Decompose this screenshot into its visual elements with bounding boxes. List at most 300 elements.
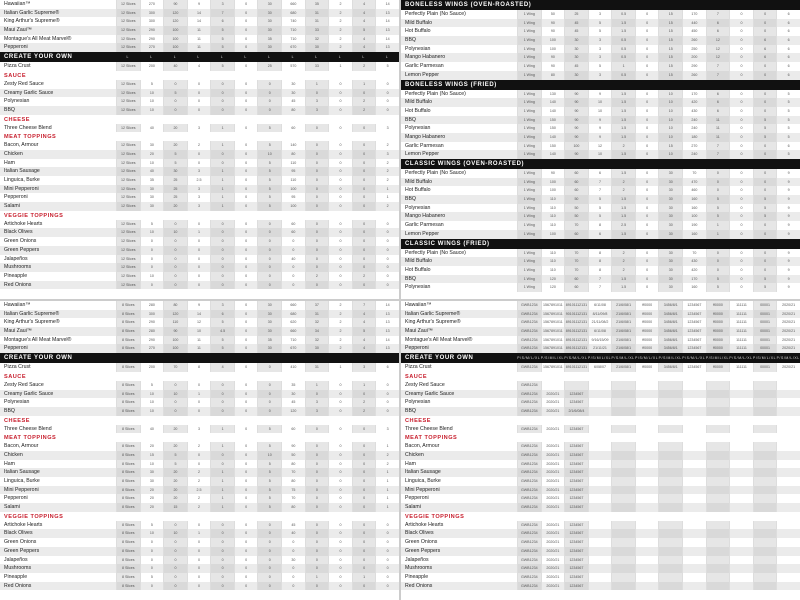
value-cell: 0	[305, 263, 329, 272]
value-cell: 6	[776, 62, 800, 71]
value-cell: 30	[658, 257, 682, 266]
table-row	[0, 141, 399, 150]
serving-size-cell: 1 Wing	[517, 116, 541, 125]
value-cell: 0	[305, 228, 329, 237]
value-cell: L	[244, 55, 247, 60]
value-cell: 111111	[729, 336, 753, 345]
value-cell: 0	[635, 124, 659, 133]
row-values	[116, 237, 399, 246]
value-cell: 0	[352, 159, 376, 168]
value-cell: 95	[281, 193, 305, 202]
value-cell	[588, 451, 612, 460]
value-cell: 0	[375, 272, 399, 281]
value-cell: 7	[588, 275, 612, 284]
value-cell: 0	[210, 97, 234, 106]
value-cell: 0	[234, 176, 258, 185]
value-cell: 30	[564, 45, 588, 54]
value-cell: 10	[658, 124, 682, 133]
value-cell: 1	[210, 176, 234, 185]
value-cell: P/S/M/L/XL	[611, 356, 635, 361]
value-cell: 10	[140, 272, 164, 281]
row-values	[517, 150, 800, 159]
value-cell	[682, 468, 706, 477]
serving-size-cell: GWB1234	[517, 318, 541, 327]
row-values	[517, 521, 800, 530]
table-row	[401, 425, 800, 434]
value-cell: 410	[281, 363, 305, 372]
value-cell: 20	[163, 486, 187, 495]
value-cell	[375, 353, 399, 363]
value-cell: 0	[234, 220, 258, 229]
value-cell	[753, 239, 777, 249]
value-cell: 9	[776, 266, 800, 275]
value-cell: 0	[281, 281, 305, 290]
value-cell: 3	[375, 150, 399, 159]
value-cell: 0	[729, 19, 753, 28]
value-cell	[729, 573, 753, 582]
value-cell: 33	[305, 26, 329, 35]
value-cell: 0	[163, 582, 187, 591]
value-cell: 2	[375, 460, 399, 469]
value-cell: L	[220, 55, 224, 60]
row-values	[517, 381, 800, 390]
value-cell: 6	[776, 71, 800, 80]
value-cell	[706, 425, 730, 434]
value-cell: 0	[635, 230, 659, 239]
item-name: Black Olives	[405, 530, 434, 537]
value-cell: 2020/21	[541, 556, 565, 565]
row-values	[116, 52, 399, 62]
nutrition-table-top-right	[401, 0, 800, 299]
value-cell	[658, 398, 682, 407]
value-cell: 14	[375, 301, 399, 310]
value-cell: 5	[706, 275, 730, 284]
value-cell: 0	[281, 538, 305, 547]
value-cell: 30	[140, 185, 164, 194]
value-cell: 0	[210, 582, 234, 591]
item-name: Mango Habanero	[405, 133, 446, 140]
value-cell	[753, 573, 777, 582]
value-cell: 0	[375, 281, 399, 290]
value-cell: 0	[163, 255, 187, 264]
serving-size-cell: 12 Slices	[116, 106, 140, 115]
value-cell: 0	[328, 281, 352, 290]
table-row	[401, 407, 800, 416]
value-cell: 30	[257, 327, 281, 336]
value-cell: 0	[210, 538, 234, 547]
value-cell: P/S/M/L/XL	[729, 356, 753, 361]
serving-size-cell: 12 Slices	[116, 43, 140, 52]
value-cell	[611, 538, 635, 547]
serving-size-cell: GWB1234	[517, 407, 541, 416]
value-cell: 5	[352, 327, 376, 336]
value-cell	[140, 353, 164, 363]
value-cell: 30	[658, 249, 682, 258]
item-name: Salami	[405, 504, 421, 511]
value-cell: 80	[163, 301, 187, 310]
table-row	[0, 80, 399, 89]
serving-size-cell: 8 Slices	[116, 538, 140, 547]
value-cell: 0	[352, 529, 376, 538]
value-cell: 0	[729, 142, 753, 151]
item-name: Mini Pepperoni	[4, 486, 39, 493]
value-cell: 50	[564, 212, 588, 221]
table-row	[401, 398, 800, 407]
value-cell: 0	[210, 237, 234, 246]
value-cell: 20	[140, 442, 164, 451]
value-cell: 2	[352, 272, 376, 281]
value-cell	[682, 239, 706, 249]
value-cell: 0	[352, 141, 376, 150]
item-name: BBQ	[405, 275, 416, 282]
item-name: Polynesian	[4, 98, 30, 105]
value-cell	[776, 442, 800, 451]
value-cell: 1	[210, 185, 234, 194]
value-cell: 0	[729, 169, 753, 178]
value-cell: 420	[682, 98, 706, 107]
value-cell: 0	[375, 381, 399, 390]
value-cell: 90	[541, 169, 565, 178]
value-cell: 0	[305, 556, 329, 565]
value-cell	[635, 80, 659, 90]
value-cell: 0	[635, 62, 659, 71]
value-cell: 6	[776, 36, 800, 45]
value-cell: 0	[328, 202, 352, 211]
value-cell: 10	[187, 327, 211, 336]
value-cell: 0	[635, 53, 659, 62]
value-cell: 10	[140, 106, 164, 115]
item-name: Italian Garlic Supreme®	[405, 310, 461, 317]
value-cell	[635, 477, 659, 486]
value-cell: 40	[140, 167, 164, 176]
value-cell	[588, 468, 612, 477]
value-cell: 0	[328, 564, 352, 573]
value-cell: 0	[305, 503, 329, 512]
value-cell: 0	[187, 272, 211, 281]
value-cell	[729, 521, 753, 530]
value-cell: 35	[257, 35, 281, 44]
value-cell	[753, 547, 777, 556]
value-cell: 0	[328, 150, 352, 159]
value-cell: 200	[682, 53, 706, 62]
value-cell: 9	[776, 221, 800, 230]
serving-size-cell: 12 Slices	[116, 9, 140, 18]
value-cell: 4	[352, 35, 376, 44]
value-cell: 0	[234, 573, 258, 582]
value-cell: 0	[234, 228, 258, 237]
value-cell	[611, 582, 635, 591]
value-cell	[706, 159, 730, 169]
row-values	[517, 53, 800, 62]
value-cell: 740	[281, 17, 305, 26]
value-cell: 1234567	[564, 477, 588, 486]
value-cell: ff0000	[635, 336, 659, 345]
table-row	[0, 521, 399, 530]
value-cell: 620	[281, 318, 305, 327]
value-cell: 0	[305, 468, 329, 477]
value-cell: 0	[234, 310, 258, 319]
row-values	[116, 141, 399, 150]
value-cell	[635, 503, 659, 512]
value-cell	[776, 80, 800, 90]
row-values	[116, 442, 399, 451]
value-cell: 300	[140, 9, 164, 18]
serving-size-cell: 8 Slices	[116, 363, 140, 372]
table-row	[0, 43, 399, 52]
value-cell: 6	[375, 363, 399, 372]
value-cell: 0	[210, 573, 234, 582]
value-cell: 30	[305, 344, 329, 353]
value-cell	[588, 503, 612, 512]
value-cell: 0	[163, 538, 187, 547]
value-cell	[776, 521, 800, 530]
row-values	[517, 36, 800, 45]
serving-size-cell: 1 Wing	[517, 19, 541, 28]
category-heading: CHEESE	[4, 116, 31, 123]
row-values	[116, 301, 399, 310]
row-values	[517, 249, 800, 258]
value-cell: 3456/8/1	[658, 301, 682, 310]
value-cell: 0	[729, 53, 753, 62]
value-cell: 300	[140, 310, 164, 319]
value-cell: 2020/21	[541, 398, 565, 407]
table-row	[401, 573, 800, 582]
serving-size-cell: 1 Wing	[517, 266, 541, 275]
value-cell: 5	[257, 442, 281, 451]
value-cell: 0	[305, 124, 329, 133]
value-cell: 0	[729, 275, 753, 284]
value-cell: 0	[281, 547, 305, 556]
value-cell: 1	[352, 381, 376, 390]
value-cell: 2	[187, 477, 211, 486]
value-cell: 6	[776, 10, 800, 19]
value-cell: 2020/21	[541, 582, 565, 591]
value-cell	[635, 573, 659, 582]
value-cell	[588, 239, 612, 249]
value-cell	[682, 564, 706, 573]
row-values	[517, 27, 800, 36]
section-title: CREATE YOUR OWN	[4, 54, 73, 61]
value-cell	[611, 381, 635, 390]
section-header-band	[0, 353, 399, 363]
value-cell: 0	[635, 45, 659, 54]
value-cell	[352, 353, 376, 363]
serving-size-cell: 1 Wing	[517, 27, 541, 36]
value-cell: 0	[352, 538, 376, 547]
value-cell: 70	[682, 169, 706, 178]
row-values	[116, 97, 399, 106]
value-cell: 5	[257, 486, 281, 495]
value-cell: 0	[234, 202, 258, 211]
value-cell: 160	[682, 195, 706, 204]
value-cell: 11	[706, 124, 730, 133]
value-cell: 0	[234, 43, 258, 52]
row-values	[517, 477, 800, 486]
value-cell: 1234567	[564, 468, 588, 477]
value-cell: 3	[588, 10, 612, 19]
value-cell: 0	[187, 582, 211, 591]
serving-size-cell: 12 Slices	[116, 246, 140, 255]
row-values	[116, 407, 399, 416]
value-cell	[541, 159, 565, 169]
serving-size-cell: 1 Wing	[517, 230, 541, 239]
table-row	[401, 556, 800, 565]
value-cell: ff0000	[635, 301, 659, 310]
item-name: Hot Buffalo	[405, 187, 431, 194]
value-cell: 1234567	[564, 442, 588, 451]
value-cell: 15	[658, 45, 682, 54]
value-cell: 5	[163, 451, 187, 460]
section-header-band	[401, 80, 800, 90]
value-cell: 0	[234, 272, 258, 281]
row-values	[116, 573, 399, 582]
serving-size-cell: GWB1234	[517, 336, 541, 345]
value-cell	[682, 547, 706, 556]
item-name: Pepperoni	[405, 345, 429, 352]
item-name: Linguica, Burke	[4, 478, 40, 484]
value-cell	[776, 468, 800, 477]
value-cell: 0	[187, 237, 211, 246]
value-cell: 3	[305, 398, 329, 407]
table-row	[401, 582, 800, 591]
value-cell: 0	[257, 363, 281, 372]
value-cell: 9	[776, 186, 800, 195]
item-name: Polynesian	[405, 204, 431, 211]
value-cell: 13	[375, 310, 399, 319]
row-values	[116, 363, 399, 372]
value-cell: 30	[658, 275, 682, 284]
section-header-band	[401, 0, 800, 10]
value-cell	[753, 529, 777, 538]
value-cell: 0	[210, 159, 234, 168]
value-cell: 3	[375, 425, 399, 434]
item-name: BBQ	[4, 407, 15, 414]
value-cell: 0	[234, 246, 258, 255]
value-cell: 0	[729, 62, 753, 71]
value-cell: 5	[140, 220, 164, 229]
table-row	[0, 185, 399, 194]
row-values	[517, 80, 800, 90]
value-cell: 1.5	[611, 124, 635, 133]
value-cell: 1567891011	[541, 318, 565, 327]
value-cell	[729, 239, 753, 249]
category-heading: CHEESE	[4, 417, 31, 424]
section-title: CREATE YOUR OWN	[4, 355, 73, 362]
value-cell	[682, 556, 706, 565]
value-cell	[729, 477, 753, 486]
value-cell	[729, 0, 753, 10]
table-row	[401, 169, 800, 178]
row-values	[116, 246, 399, 255]
value-cell: 2	[375, 202, 399, 211]
table-row	[0, 556, 399, 565]
row-values	[517, 169, 800, 178]
value-cell: 20	[163, 141, 187, 150]
value-cell: 0	[352, 167, 376, 176]
row-values	[116, 556, 399, 565]
value-cell: 0	[257, 582, 281, 591]
item-name: Italian Sausage	[4, 469, 40, 476]
serving-size-cell: 12 Slices	[116, 89, 140, 98]
value-cell: 15	[658, 10, 682, 19]
item-name: Mild Buffalo	[405, 99, 433, 106]
value-cell: 6	[776, 142, 800, 151]
value-cell	[776, 381, 800, 390]
value-cell: 6	[776, 53, 800, 62]
value-cell	[541, 80, 565, 90]
value-cell: 2	[611, 257, 635, 266]
item-name: King Arthur's Supreme®	[4, 319, 60, 326]
value-cell	[564, 0, 588, 10]
value-cell: 1	[210, 442, 234, 451]
category-heading: VEGGIE TOPPINGS	[405, 513, 465, 520]
value-cell: 0	[375, 255, 399, 264]
value-cell: 0	[375, 237, 399, 246]
value-cell: 120	[163, 17, 187, 26]
value-cell: 2020/21	[776, 363, 800, 372]
value-cell: 0	[753, 178, 777, 187]
value-cell: 0	[729, 186, 753, 195]
value-cell	[706, 529, 730, 538]
value-cell: 4	[352, 17, 376, 26]
value-cell: 90	[541, 62, 565, 71]
value-cell: 6	[706, 107, 730, 116]
value-cell: 00001	[753, 336, 777, 345]
value-cell: 40	[140, 124, 164, 133]
value-cell: 21/6/08/1	[611, 318, 635, 327]
value-cell: 2	[187, 442, 211, 451]
serving-size-cell: 1 Wing	[517, 62, 541, 71]
value-cell: 0	[328, 521, 352, 530]
value-cell: 0	[163, 263, 187, 272]
value-cell	[658, 425, 682, 434]
value-cell: 8	[588, 249, 612, 258]
value-cell: 0	[635, 283, 659, 292]
value-cell: 0	[187, 398, 211, 407]
value-cell: 15	[658, 142, 682, 151]
value-cell	[588, 442, 612, 451]
value-cell: 150	[541, 142, 565, 151]
value-cell: 30	[658, 230, 682, 239]
row-values	[517, 204, 800, 213]
value-cell	[658, 390, 682, 399]
serving-size-cell: 12 Slices	[116, 150, 140, 159]
value-cell: 30	[257, 318, 281, 327]
value-cell: 70	[281, 494, 305, 503]
value-cell	[635, 159, 659, 169]
serving-size-cell: 12 Slices	[116, 193, 140, 202]
value-cell: 50	[564, 195, 588, 204]
value-cell: 0	[210, 89, 234, 98]
value-cell: 0	[163, 80, 187, 89]
row-values	[116, 150, 399, 159]
value-cell: 2020/21	[776, 318, 800, 327]
table-row	[401, 195, 800, 204]
value-cell: 0	[234, 26, 258, 35]
serving-size-cell: 8 Slices	[116, 486, 140, 495]
value-cell: 100	[541, 45, 565, 54]
value-cell: 0	[375, 246, 399, 255]
value-cell: 0	[352, 281, 376, 290]
value-cell: 89101112131	[564, 301, 588, 310]
value-cell: 13	[375, 43, 399, 52]
value-cell: 0	[210, 564, 234, 573]
value-cell: 0	[187, 451, 211, 460]
value-cell: 0	[753, 186, 777, 195]
value-cell: 0	[234, 336, 258, 345]
value-cell: 0	[210, 80, 234, 89]
value-cell	[753, 556, 777, 565]
